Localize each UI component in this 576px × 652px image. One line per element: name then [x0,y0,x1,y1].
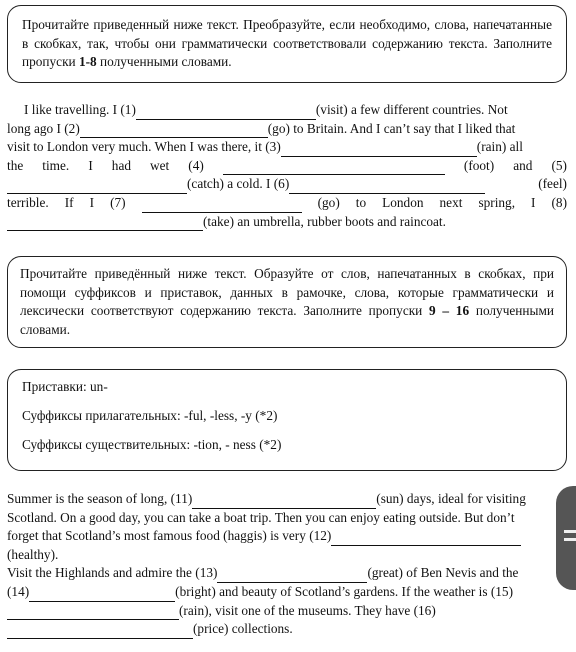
task2-instruction-text: Прочитайте приведённый ниже текст. Образуйте от слов, напечатанных в скобках, при помощи суффиксов и приставок, данных в рамочке, слова, которые грамматически и лексически соответствуют содержанию текста. Заполните пропуски [20,266,554,318]
adj-suffixes-line: Суффиксы прилагательных: -ful, -less, -y (*2) [22,408,278,423]
task2-instruction-box [7,256,567,348]
noun-suffixes-line: Суффиксы существительных: -tion, - ness (*2) [22,437,282,452]
task2-range: 9 – 16 [429,303,470,318]
blank-11[interactable] [192,497,376,509]
text1-line-7: (take) an umbrella, rubber boots and raincoat. [7,213,567,232]
blank-4[interactable] [223,163,445,175]
text1-line-2: long ago I (2) (go) to Britain. And I can’t say that I liked that [7,120,567,139]
text2-line-2: Scotland. On a good day, you can take a boat trip. Then you can enjoy eating outside. But don’t [7,509,515,525]
blank-7[interactable] [142,201,302,213]
task2-instruction-end: полученными словами. [20,303,554,337]
task1-instruction-text: Прочитайте приведенный ниже текст. Преобразуйте, если необходимо, слова, напечатанные в скобках, так, чтобы они грамматически соответствовали содержанию текста. Заполните пропуски [22,17,552,69]
menu-bar-icon [564,538,576,541]
prefixes-line: Приставки: un- [22,379,108,394]
text2-paragraph [7,490,567,639]
blank-16[interactable] [7,627,193,639]
text2-line-8: (price) collections. [7,620,567,639]
text1-line-4: the time. I had wet (4) (foot) and (5) [7,157,567,176]
text1-line-5: (catch) a cold. I (6) (feel) [7,175,567,194]
text2-line-7: (rain), visit one of the museums. They have (16) [7,602,567,621]
blank-14[interactable] [29,590,175,602]
blank-6[interactable] [289,182,485,194]
blank-12[interactable] [331,534,521,546]
blank-2[interactable] [80,126,268,138]
task1-range: 1-8 [78,54,97,69]
side-menu-tab[interactable] [556,486,576,590]
blank-3[interactable] [281,145,477,157]
blank-1[interactable] [136,108,316,120]
blank-5[interactable] [7,182,187,194]
blank-8[interactable] [7,219,203,231]
text2-line-3: forget that Scotland’s most famous food (haggis) is very (12) [7,527,567,546]
blank-15[interactable] [7,608,179,620]
text1-line-1: I like travelling. I (1) (visit) a few different countries. Not [7,101,567,120]
text2-line-6: (14) (bright) and beauty of Scotland’s gardens. If the weather is (15) [7,583,567,602]
menu-bar-icon [564,530,576,533]
task1-instruction-box [7,5,567,83]
text2-line-1: Summer is the season of long, (11) (sun) days, ideal for visiting [7,490,567,509]
blank-13[interactable] [217,571,367,583]
text1-line-3: visit to London very much. When I was there, it (3) (rain) all [7,138,567,157]
affixes-box [7,369,567,471]
text2-line-4: (healthy). [7,546,59,562]
text1-paragraph [7,101,567,231]
text1-line-6: terrible. If I (7) (go) to London next spring, I (8) [7,194,567,213]
task1-instruction-end: полученными словами. [96,54,232,69]
text2-line-5: Visit the Highlands and admire the (13) (great) of Ben Nevis and the [7,564,567,583]
